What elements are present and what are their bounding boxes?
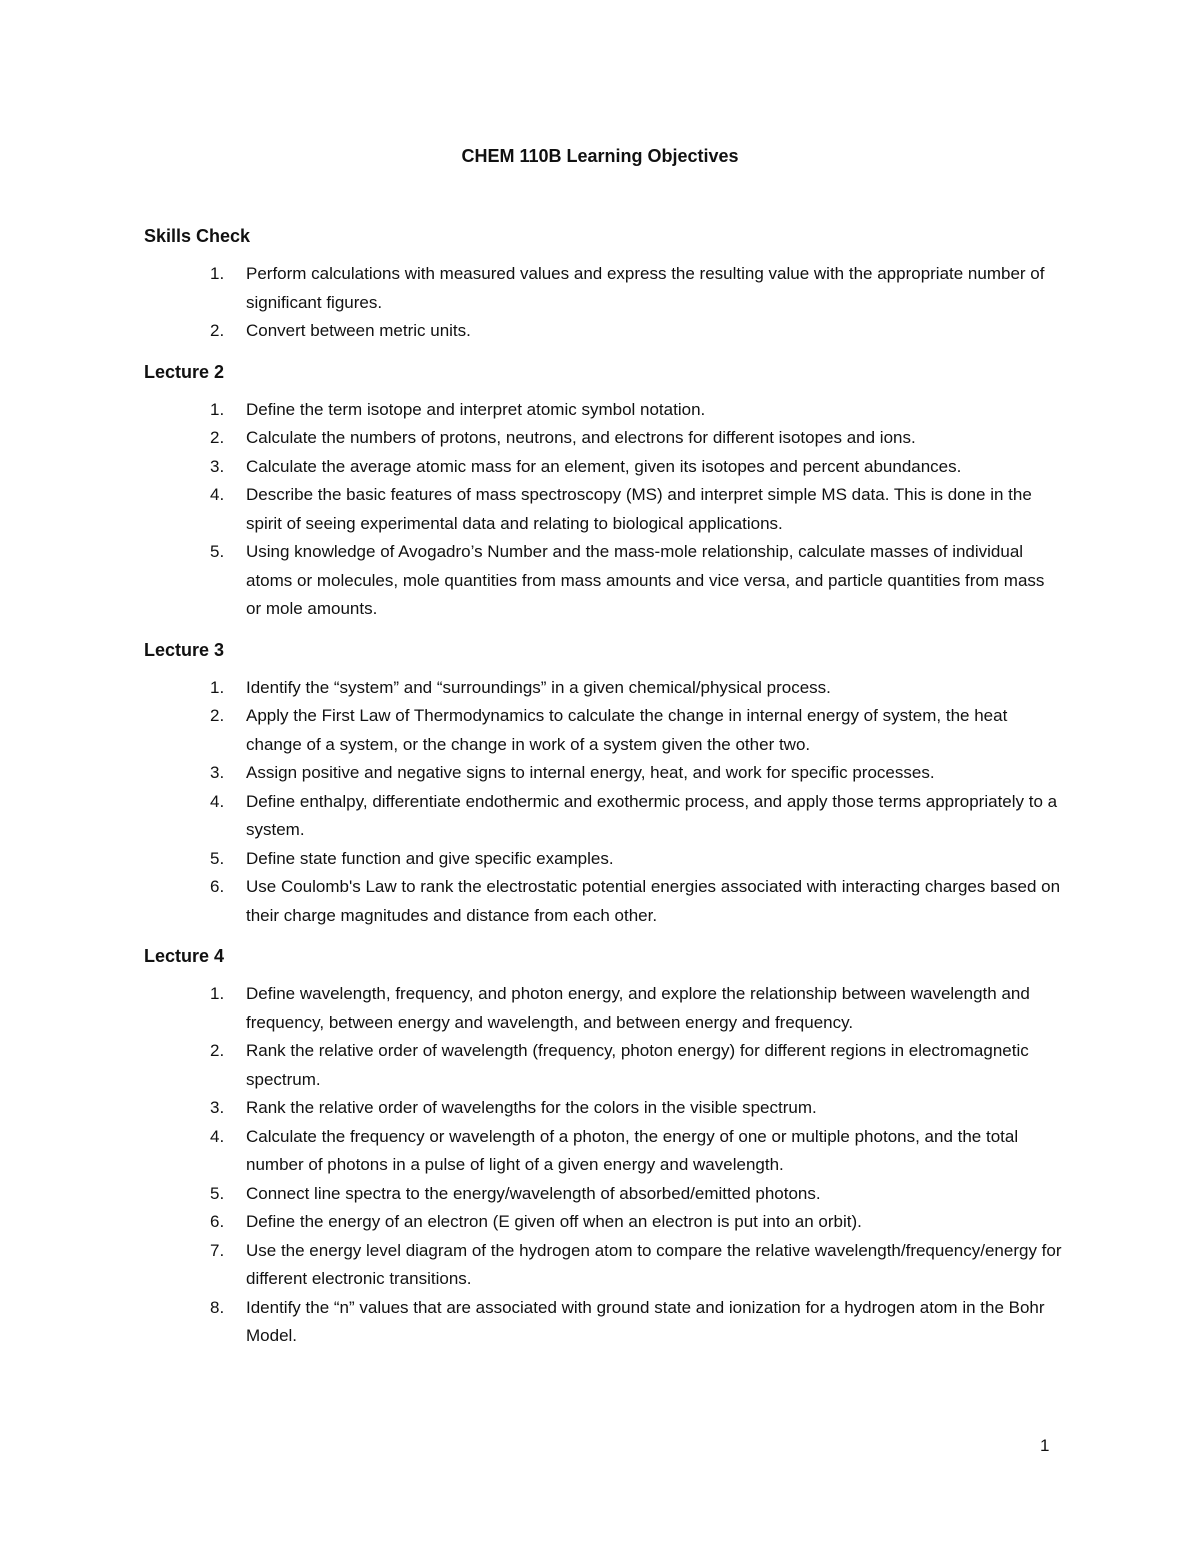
objective-text: Use the energy level diagram of the hydrogen atom to compare the relative wavelength/frequency/energy for different electronic transitions. [246, 1240, 1062, 1288]
objective-list [144, 396, 1064, 624]
objective-text: Use Coulomb's Law to rank the electrostatic potential energies associated with interacting charges based on their charge magnitudes and distance from each other. [246, 877, 1061, 925]
section-heading: Lecture 4 [144, 946, 225, 966]
objective-text: Define state function and give specific examples. [246, 848, 614, 868]
page-title: CHEM 110B Learning Objectives [461, 146, 739, 166]
objective-text: Define the energy of an electron (E given off when an electron is put into an orbit). [246, 1212, 862, 1231]
objective-text: Define enthalpy, differentiate endothermic and exothermic process, and apply those terms appropriately to a system. [246, 791, 1058, 839]
page-number: 1 [1040, 1436, 1050, 1455]
objective-text: Rank the relative order of wavelengths for the colors in the visible spectrum. [246, 1098, 817, 1117]
objective-item [144, 873, 1064, 930]
objective-text: Calculate the numbers of protons, neutrons, and electrons for different isotopes and ions. [246, 428, 916, 447]
objective-item [144, 1094, 1064, 1123]
section-heading: Lecture 3 [144, 639, 225, 660]
objective-text: Identify the “system” and “surroundings” in a given chemical/physical process. [246, 677, 831, 697]
objective-item [144, 674, 1064, 703]
objective-number: 1. [210, 677, 225, 697]
objective-number: 8. [210, 1297, 225, 1317]
objective-number: 1. [210, 984, 225, 1003]
objective-text: Define the term isotope and interpret atomic symbol notation. [246, 399, 706, 419]
objective-item [144, 396, 1064, 425]
objective-number: 3. [210, 763, 225, 782]
objective-item [144, 538, 1064, 624]
objective-number: 6. [210, 877, 225, 896]
objective-item [144, 788, 1064, 845]
objective-item [144, 453, 1064, 482]
section-lecture-4 [144, 942, 1064, 1351]
objective-text: Calculate the average atomic mass for an element, given its isotopes and percent abundances. [246, 456, 962, 476]
objective-item [144, 1123, 1064, 1180]
objective-text: Define wavelength, frequency, and photon energy, and explore the relationship between wavelength and frequency, between energy and wavelength, and between energy and frequency. [246, 984, 1030, 1032]
objective-number: 2. [210, 428, 225, 447]
objectives-content [144, 222, 1064, 1363]
objective-item [144, 424, 1064, 453]
objective-number: 4. [210, 485, 225, 504]
section-lecture-3 [144, 636, 1064, 931]
objective-number: 1. [210, 264, 225, 283]
section-lecture-2 [144, 358, 1064, 624]
objective-text: Apply the First Law of Thermodynamics to calculate the change in internal energy of system, the heat change of a system, or the change in work of a system given the other two. [246, 706, 1008, 754]
section-heading: Skills Check [144, 226, 251, 246]
section-skills-check [144, 222, 1064, 346]
objective-text: Calculate the frequency or wavelength of a photon, the energy of one or multiple photons, and the total number of photons in a pulse of light of a given energy and wavelength. [246, 1126, 1019, 1174]
objective-list [144, 674, 1064, 931]
objective-number: 4. [210, 791, 225, 811]
objective-text: Describe the basic features of mass spectroscopy (MS) and interpret simple MS data. This is done in the spirit of seeing experimental data and relating to biological applications. [246, 485, 1032, 533]
objective-text: Perform calculations with measured values and express the resulting value with the appropriate number of significant figures. [246, 264, 1045, 312]
objective-item [144, 481, 1064, 538]
objective-number: 6. [210, 1212, 225, 1231]
objective-number: 3. [210, 456, 225, 476]
objective-number: 5. [210, 848, 225, 868]
objective-text: Convert between metric units. [246, 321, 471, 340]
objective-item [144, 702, 1064, 759]
objective-item [144, 1180, 1064, 1209]
objective-item [144, 845, 1064, 874]
objective-text: Identify the “n” values that are associated with ground state and ionization for a hydrogen atom in the Bohr Model. [246, 1297, 1045, 1345]
objective-item [144, 1237, 1064, 1294]
objective-text: Using knowledge of Avogadro’s Number and the mass-mole relationship, calculate masses of individual atoms or molecules, mole quantities from mass amounts and vice versa, and particle quantities from mass or mole amounts. [246, 542, 1045, 618]
objective-item [144, 759, 1064, 788]
section-heading: Lecture 2 [144, 361, 225, 382]
objective-item [144, 317, 1064, 346]
objective-text: Rank the relative order of wavelength (frequency, photon energy) for different regions in electromagnetic spectrum. [246, 1041, 1029, 1089]
objective-number: 1. [210, 399, 225, 419]
objective-number: 4. [210, 1126, 225, 1146]
objective-number: 7. [210, 1240, 225, 1260]
objective-number: 5. [210, 1183, 225, 1203]
objective-item [144, 980, 1064, 1037]
objective-item [144, 1208, 1064, 1237]
objective-number: 3. [210, 1098, 225, 1117]
objective-item [144, 260, 1064, 317]
objective-number: 5. [210, 542, 225, 561]
objective-list [144, 260, 1064, 346]
objective-list [144, 980, 1064, 1351]
objective-text: Assign positive and negative signs to internal energy, heat, and work for specific processes. [246, 763, 935, 782]
objective-text: Connect line spectra to the energy/wavelength of absorbed/emitted photons. [246, 1183, 821, 1203]
objective-number: 2. [210, 1041, 225, 1060]
objective-item [144, 1037, 1064, 1094]
objective-item [144, 1294, 1064, 1351]
objective-number: 2. [210, 706, 225, 725]
objective-number: 2. [210, 321, 225, 340]
